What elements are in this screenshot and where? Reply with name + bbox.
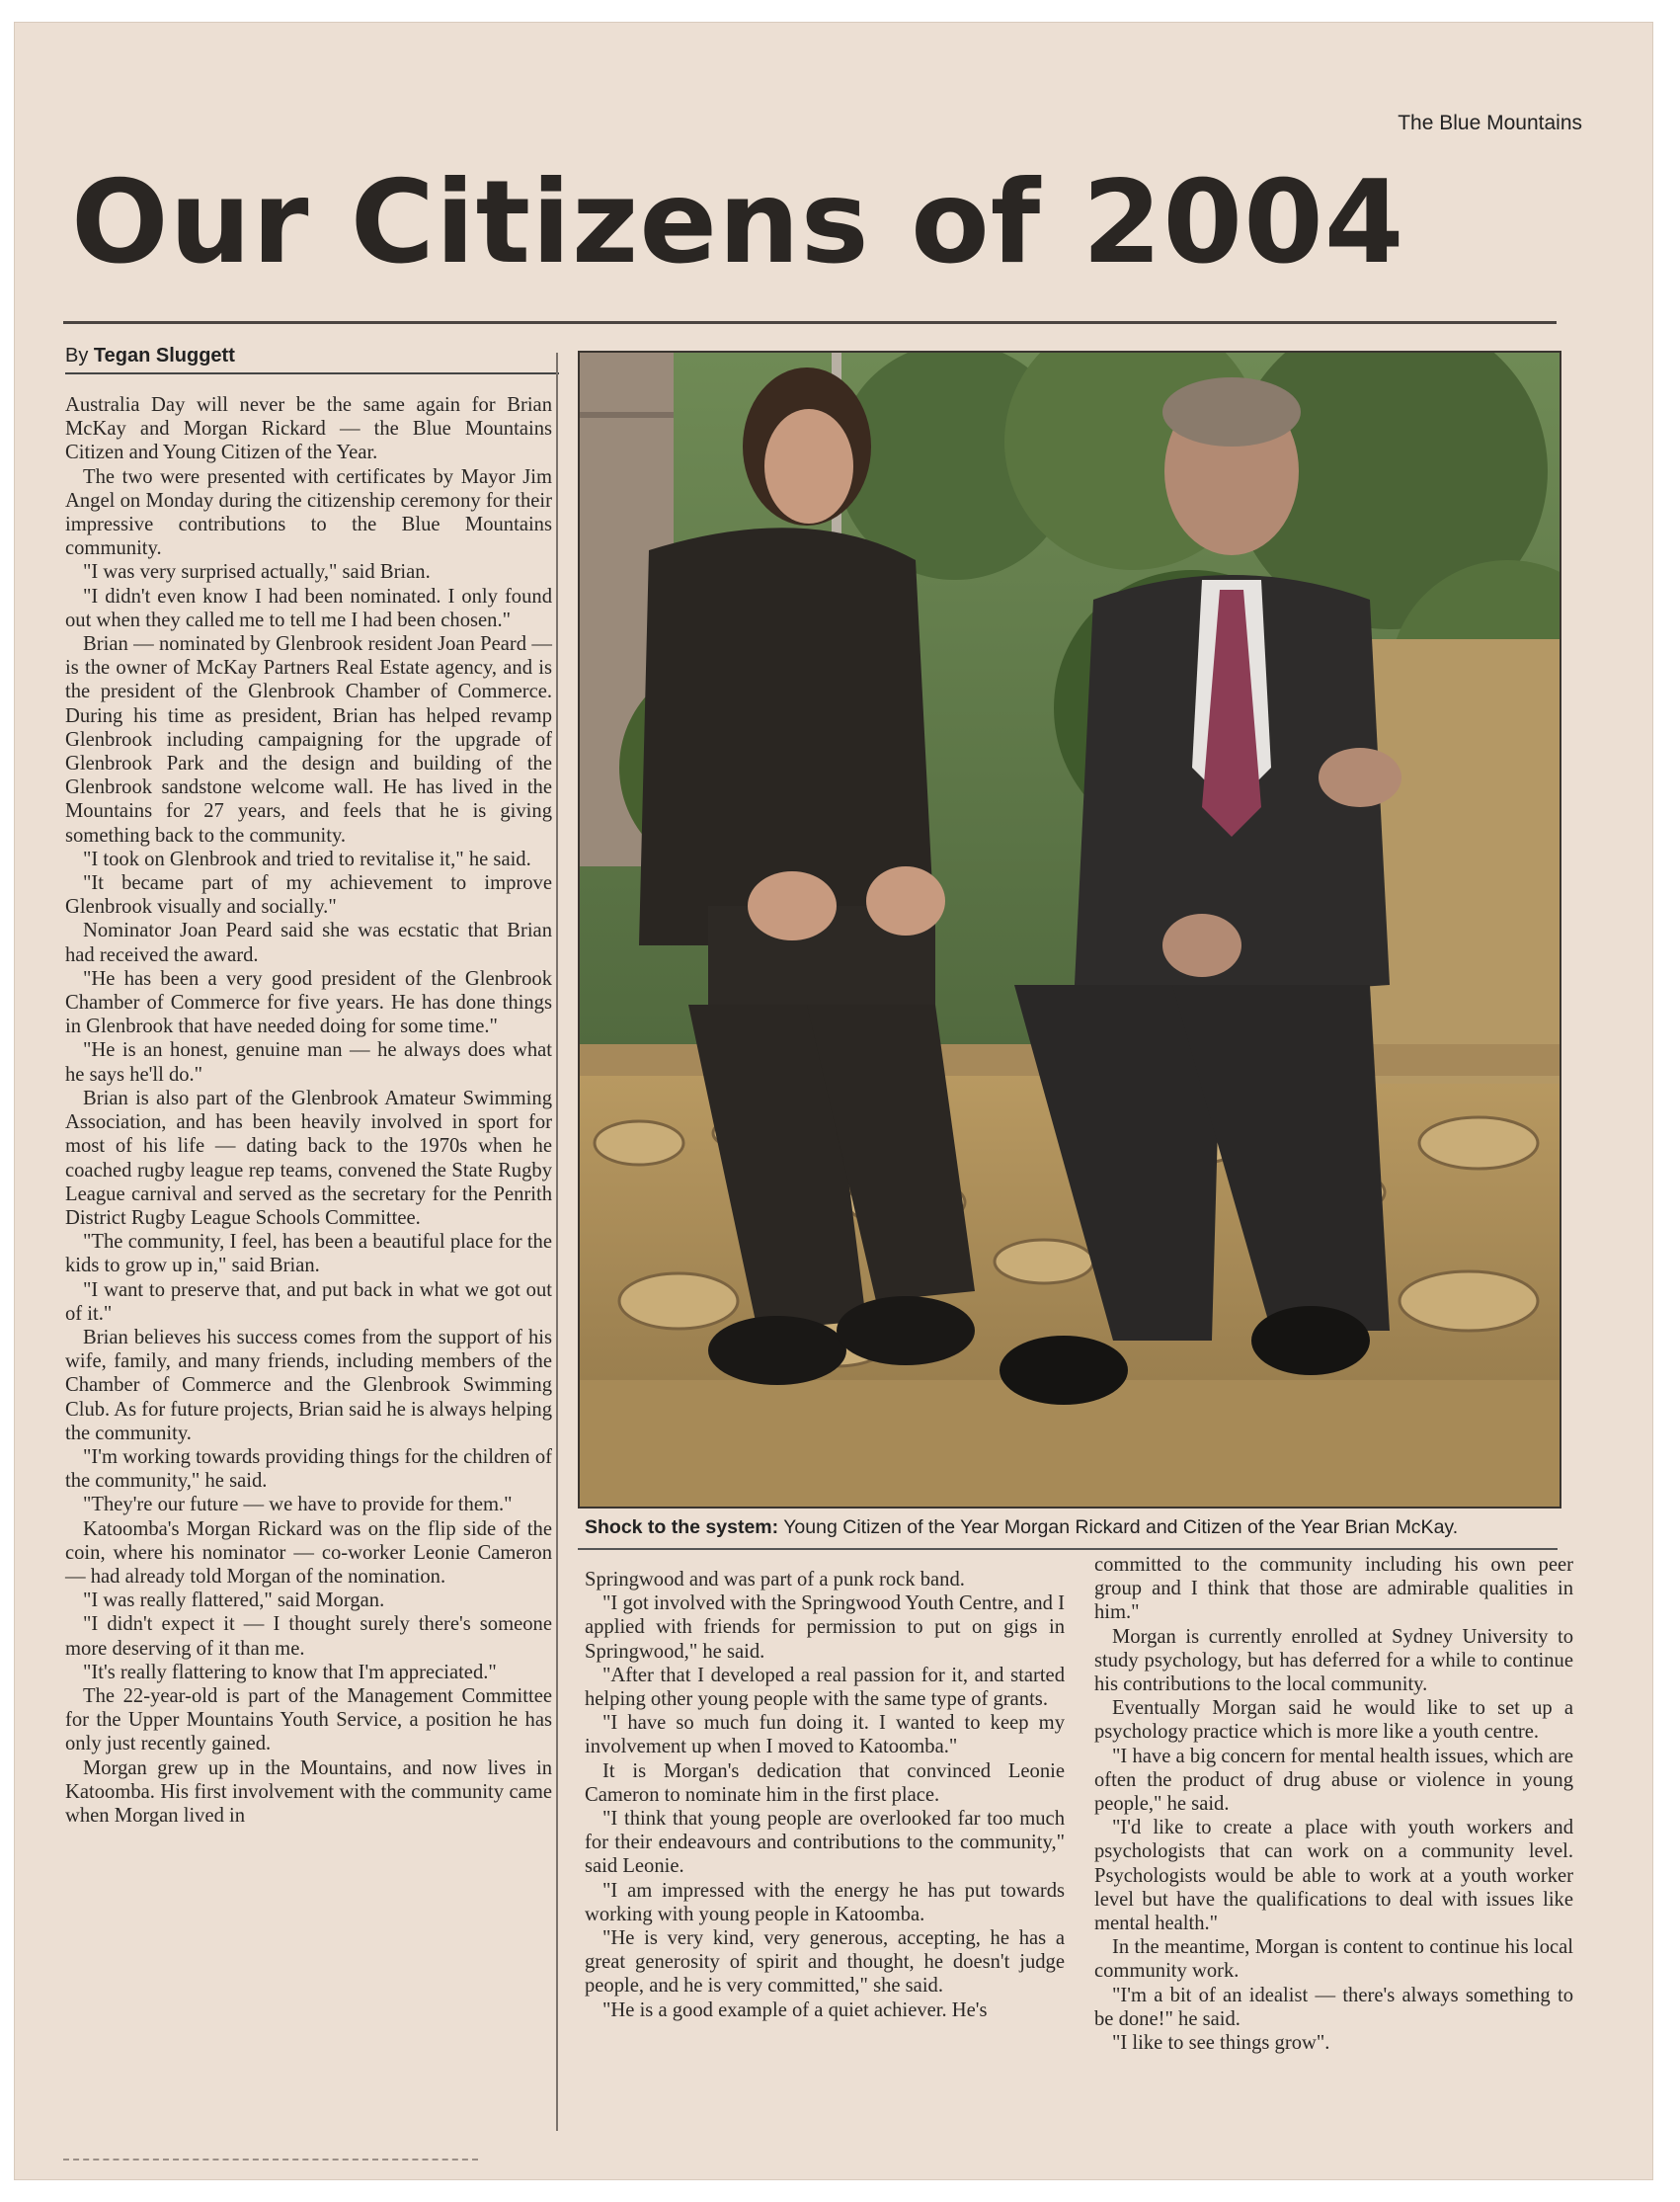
- byline-rule: [65, 372, 559, 374]
- paragraph: "I was really flattered," said Morgan.: [83, 1590, 385, 1612]
- paragraph: committed to the community including his own peer group and I think that those are admirable qualities in him.": [1094, 1554, 1573, 1624]
- paragraph: "He has been a very good president of the Glenbrook Chamber of Commerce for five years. He has done things in Glenbrook that have needed doing for some time.": [65, 967, 552, 1038]
- cut-line: [63, 2159, 478, 2161]
- photo-illustration: [580, 353, 1560, 1507]
- paragraph: The two were presented with certificates by Mayor Jim Angel on Monday during the citizenship ceremony for their impressive contributions to the Blue Mountains community.: [65, 465, 552, 560]
- paragraph: "The community, I feel, has been a beautiful place for the kids to grow up in," said Brian.: [65, 1231, 552, 1277]
- paragraph: Australia Day will never be the same again for Brian McKay and Morgan Rickard — the Blue Mountains Citizen and Young Citizen of the Year.: [65, 394, 552, 464]
- paragraph: "I have a big concern for mental health issues, which are often the product of drug abuse or violence in young people," he said.: [1094, 1745, 1573, 1816]
- paragraph: "He is an honest, genuine man — he always does what he says he'll do.": [65, 1039, 552, 1086]
- caption-rule: [578, 1548, 1558, 1550]
- paragraph: "I didn't even know I had been nominated. I only found out when they called me to tell me I had been chosen.": [65, 585, 552, 631]
- article-column-3: [1094, 1553, 1573, 2055]
- paragraph: "They're our future — we have to provide for them.": [83, 1494, 513, 1516]
- paragraph: Brian believes his success comes from the support of his wife, family, and many friends, including members of the Chamber of Commerce and the Glenbrook Swimming Club. As for future projects, Brian said he is always helping the community.: [65, 1326, 553, 1444]
- byline-author: Tegan Sluggett: [93, 345, 235, 367]
- paragraph: "I have so much fun doing it. I wanted to keep my involvement up when I moved to Katoomba.": [585, 1712, 1065, 1758]
- paragraph: "I got involved with the Springwood Youth Centre, and I applied with friends for permission to put on gigs in Springwood," he said.: [585, 1592, 1065, 1663]
- paragraph: Katoomba's Morgan Rickard was on the flip side of the coin, where his nominator — co-worker Leonie Cameron — had already told Morgan of the nomination.: [65, 1517, 552, 1588]
- paragraph: "I want to preserve that, and put back in what we got out of it.": [65, 1278, 552, 1325]
- paragraph: Morgan is currently enrolled at Sydney University to study psychology, but has deferred for a while to continue his contributions to the local community.: [1094, 1625, 1573, 1696]
- paragraph: "He is a good example of a quiet achiever. He's: [602, 1998, 988, 2021]
- paragraph: "I didn't expect it — I thought surely there's someone more deserving of it than me.: [65, 1613, 552, 1660]
- paragraph: "He is very kind, very generous, accepting, he has a great generosity of spirit and thought, he doesn't judge people, and he is very committed," she said.: [585, 1927, 1065, 1998]
- paragraph: "It became part of my achievement to improve Glenbrook visually and socially.": [65, 872, 552, 919]
- paragraph: Brian — nominated by Glenbrook resident Joan Peard — is the owner of McKay Partners Real Estate agency, and is the president of the Glenbrook Chamber of Commerce. During his time as president, Brian has helped revamp Glenbrook including campaigning for the upgrade of Glenbrook Park and the design and building of the Glenbrook sandstone welcome wall. He has lived in the Mountains for 27 years, and feels that he is giving something back to the community.: [65, 633, 552, 847]
- paragraph: "I like to see things grow".: [1112, 2032, 1330, 2055]
- paragraph: "It's really flattering to know that I'm appreciated.": [83, 1661, 497, 1683]
- paragraph: Morgan grew up in the Mountains, and now lives in Katoomba. His first involvement with the community came when Morgan lived in: [65, 1756, 552, 1827]
- paragraph: "After that I developed a real passion for it, and started helping other young people with the same type of grants.: [585, 1664, 1065, 1711]
- paragraph: "I'd like to create a place with youth workers and psychologists that can work on a community level. Psychologists would be able to work at a youth worker level but have the qualifications to deal with issues like mental health.": [1094, 1817, 1573, 1935]
- paragraph: "I am impressed with the energy he has put towards working with young people in Katoomba.: [585, 1879, 1065, 1925]
- paragraph: "I think that young people are overlooked far too much for their endeavours and contributions to the community," said Leonie.: [585, 1808, 1065, 1878]
- article-column-2: [585, 1568, 1065, 2022]
- headline: Our Citizens of 2004: [71, 156, 1405, 289]
- section-label: The Blue Mountains: [1398, 112, 1582, 134]
- paragraph: It is Morgan's dedication that convinced Leonie Cameron to nominate him in the first place.: [585, 1759, 1065, 1806]
- paragraph: Brian is also part of the Glenbrook Amateur Swimming Association, and has been heavily involved in sport for most of his life — dating back to the 1970s when he coached rugby league rep teams, convened the State Rugby League carnival and served as the secretary for the Penrith District Rugby League Schools Committee.: [65, 1087, 552, 1229]
- photo-citizens-on-wall: [578, 351, 1561, 1509]
- paragraph: The 22-year-old is part of the Management Committee for the Upper Mountains Youth Service, a position he has only just recently gained.: [65, 1684, 552, 1755]
- paragraph: "I'm a bit of an idealist — there's always something to be done!" he said.: [1094, 1984, 1573, 2030]
- scan-margin: [0, 0, 1680, 22]
- paragraph: "I'm working towards providing things for the children of the community," he said.: [65, 1445, 552, 1493]
- photo-caption: [585, 1516, 1572, 1539]
- headline-rule: [63, 321, 1557, 324]
- byline-prefix: By: [65, 345, 89, 367]
- paragraph: Nominator Joan Peard said she was ecstatic that Brian had received the award.: [65, 920, 552, 966]
- paragraph: "I was very surprised actually," said Brian.: [83, 561, 431, 584]
- paragraph: "I took on Glenbrook and tried to revitalise it," he said.: [83, 848, 531, 870]
- paragraph: Eventually Morgan said he would like to set up a psychology practice which is more like a youth centre.: [1094, 1697, 1573, 1744]
- paragraph: Springwood and was part of a punk rock band.: [585, 1569, 965, 1590]
- caption-lead: Shock to the system:: [585, 1516, 779, 1538]
- article-column-1: [65, 393, 552, 1828]
- paragraph: In the meantime, Morgan is content to continue his local community work.: [1094, 1936, 1573, 1983]
- caption-text: Young Citizen of the Year Morgan Rickard and Citizen of the Year Brian McKay.: [783, 1516, 1459, 1538]
- byline: [65, 345, 235, 367]
- column-divider: [556, 353, 558, 2131]
